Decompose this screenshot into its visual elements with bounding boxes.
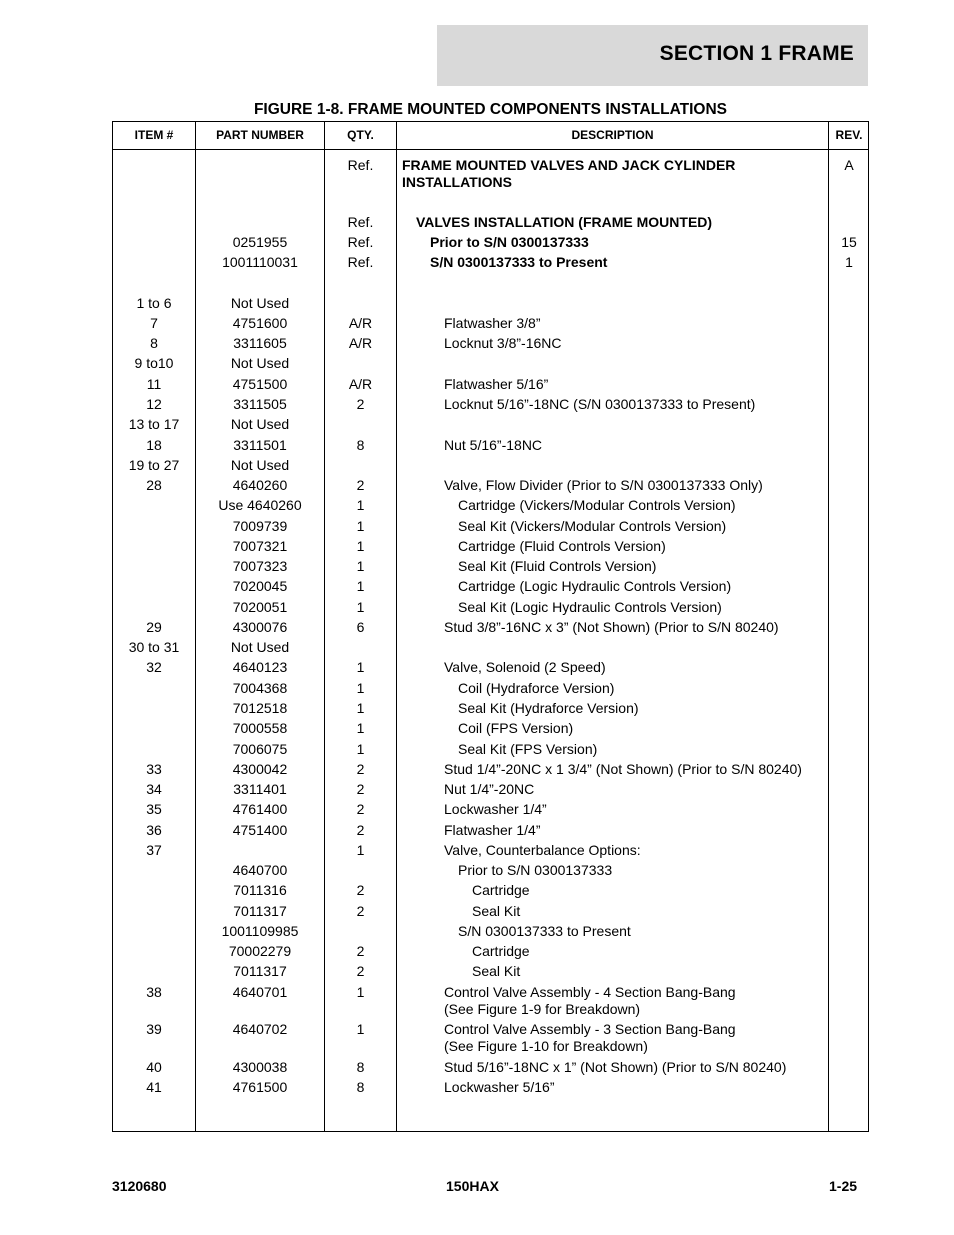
description: Seal Kit <box>472 963 521 979</box>
description-continued: (See Figure 1-9 for Breakdown) <box>444 1001 641 1017</box>
part-number: 4751500 <box>232 376 288 392</box>
description: Control Valve Assembly - 3 Section Bang-Bang <box>444 1021 736 1037</box>
quantity: 8 <box>356 437 365 453</box>
quantity: 1 <box>356 720 365 736</box>
quantity: 1 <box>356 497 365 513</box>
part-number: 7011316 <box>233 882 287 898</box>
quantity: 2 <box>356 781 365 797</box>
item-number: 11 <box>146 376 162 392</box>
description: Prior to S/N 0300137333 <box>458 862 613 878</box>
header-divider <box>113 149 868 150</box>
item-number: 1 to 6 <box>136 295 172 311</box>
description: S/N 0300137333 to Present <box>430 254 608 270</box>
quantity: 2 <box>356 822 365 838</box>
section-header <box>437 25 868 86</box>
part-number: Not Used <box>230 457 290 473</box>
part-number: 7004368 <box>232 680 288 696</box>
part-number: 4640701 <box>232 984 288 1000</box>
figure-title: FIGURE 1-8. FRAME MOUNTED COMPONENTS INSTALLATIONS <box>253 101 728 118</box>
description: Control Valve Assembly - 4 Section Bang-Bang <box>444 984 736 1000</box>
section-title: SECTION 1 FRAME <box>659 42 854 65</box>
description: Stud 5/16”-18NC x 1” (Not Shown) (Prior to S/N 80240) <box>444 1059 787 1075</box>
item-number: 19 to 27 <box>128 457 180 473</box>
description: Seal Kit <box>472 903 521 919</box>
description: Prior to S/N 0300137333 <box>430 234 589 250</box>
quantity: 1 <box>356 984 365 1000</box>
description: Nut 5/16”-18NC <box>444 437 543 453</box>
part-number: 7000558 <box>232 720 288 736</box>
part-number: Not Used <box>230 639 290 655</box>
part-number: Not Used <box>230 416 290 432</box>
column-divider <box>396 122 397 1131</box>
revision: 15 <box>841 234 857 250</box>
description: Cartridge <box>472 882 530 898</box>
part-number: 1001109985 <box>221 923 299 939</box>
quantity: Ref. <box>347 214 374 230</box>
item-number: 39 <box>146 1021 162 1037</box>
part-number: 4761400 <box>232 801 288 817</box>
description: Nut 1/4”-20NC <box>444 781 535 797</box>
description: Cartridge (Fluid Controls Version) <box>458 538 666 554</box>
description-continued: INSTALLATIONS <box>402 174 512 190</box>
description: Valve, Flow Divider (Prior to S/N 0300137333 Only) <box>444 477 763 493</box>
part-number: 1001110031 <box>222 254 298 270</box>
item-number: 36 <box>146 822 162 838</box>
part-number: 4761500 <box>232 1079 288 1095</box>
footer-doc-number: 3120680 <box>112 1178 167 1194</box>
quantity: Ref. <box>347 254 374 270</box>
description: Cartridge (Vickers/Modular Controls Version) <box>458 497 736 513</box>
quantity: 2 <box>356 761 365 777</box>
item-number: 28 <box>146 477 162 493</box>
quantity: 1 <box>356 518 365 534</box>
quantity: A/R <box>348 335 373 351</box>
item-number: 32 <box>146 659 162 675</box>
description-continued: (See Figure 1-10 for Breakdown) <box>444 1038 648 1054</box>
description: Seal Kit (Fluid Controls Version) <box>458 558 657 574</box>
item-number: 33 <box>146 761 162 777</box>
quantity: A/R <box>348 315 373 331</box>
description: Flatwasher 3/8” <box>444 315 541 331</box>
quantity: Ref. <box>347 157 374 173</box>
description: Seal Kit (FPS Version) <box>458 741 598 757</box>
quantity: 2 <box>356 396 365 412</box>
part-number: 4751400 <box>232 822 288 838</box>
column-header-rev: REV. <box>835 128 863 142</box>
footer-page-number: 1-25 <box>829 1178 858 1194</box>
part-number: 3311401 <box>233 781 287 797</box>
item-number: 37 <box>146 842 162 858</box>
part-number: 3311501 <box>233 437 287 453</box>
quantity: 1 <box>356 659 365 675</box>
part-number: 4300038 <box>232 1059 288 1075</box>
footer-model: 150HAX <box>446 1178 499 1194</box>
quantity: Ref. <box>347 234 374 250</box>
item-number: 29 <box>146 619 162 635</box>
quantity: A/R <box>348 376 373 392</box>
item-number: 34 <box>146 781 162 797</box>
part-number: 4751600 <box>232 315 288 331</box>
quantity: 1 <box>356 680 365 696</box>
part-number: 4300042 <box>232 761 288 777</box>
quantity: 1 <box>356 558 365 574</box>
item-number: 7 <box>150 315 158 331</box>
part-number: Not Used <box>230 355 290 371</box>
part-number: 3311605 <box>233 335 287 351</box>
description: Locknut 3/8”-16NC <box>444 335 562 351</box>
item-number: 35 <box>146 801 162 817</box>
description: Seal Kit (Vickers/Modular Controls Version) <box>458 518 727 534</box>
description: Cartridge <box>472 943 530 959</box>
part-number: 4640702 <box>232 1021 288 1037</box>
part-number: 70002279 <box>228 943 292 959</box>
quantity: 2 <box>356 963 365 979</box>
column-header-part-number: PART NUMBER <box>216 128 304 142</box>
description: Valve, Solenoid (2 Speed) <box>444 659 606 675</box>
part-number: 7012518 <box>232 700 288 716</box>
description: Cartridge (Logic Hydraulic Controls Version) <box>458 578 732 594</box>
description: Locknut 5/16”-18NC (S/N 0300137333 to Present) <box>444 396 756 412</box>
quantity: 2 <box>356 882 365 898</box>
part-number: 7011317 <box>233 903 287 919</box>
quantity: 1 <box>356 578 365 594</box>
description: FRAME MOUNTED VALVES AND JACK CYLINDER <box>402 157 736 173</box>
part-number: 7011317 <box>233 963 287 979</box>
part-number: 7020045 <box>232 578 288 594</box>
item-number: 30 to 31 <box>128 639 180 655</box>
quantity: 1 <box>356 741 365 757</box>
part-number: 4300076 <box>232 619 288 635</box>
part-number: Not Used <box>230 295 290 311</box>
description: Lockwasher 5/16” <box>444 1079 555 1095</box>
quantity: 2 <box>356 943 365 959</box>
quantity: 1 <box>356 700 365 716</box>
description: Stud 3/8”-16NC x 3” (Not Shown) (Prior to S/N 80240) <box>444 619 779 635</box>
item-number: 40 <box>146 1059 162 1075</box>
part-number: 7006075 <box>232 741 288 757</box>
description: Flatwasher 5/16” <box>444 376 549 392</box>
item-number: 13 to 17 <box>128 416 180 432</box>
item-number: 8 <box>150 335 158 351</box>
quantity: 1 <box>356 1021 365 1037</box>
description: Stud 1/4”-20NC x 1 3/4” (Not Shown) (Prior to S/N 80240) <box>444 761 802 777</box>
quantity: 2 <box>356 477 365 493</box>
column-header-item: ITEM # <box>134 128 174 142</box>
column-header-description: DESCRIPTION <box>571 128 654 142</box>
quantity: 1 <box>356 842 365 858</box>
parts-table <box>112 121 869 1132</box>
description: Seal Kit (Logic Hydraulic Controls Version) <box>458 599 722 615</box>
description: Coil (Hydraforce Version) <box>458 680 615 696</box>
part-number: 3311505 <box>233 396 287 412</box>
part-number: 4640260 <box>232 477 288 493</box>
item-number: 9 to10 <box>134 355 174 371</box>
part-number: 7020051 <box>232 599 288 615</box>
quantity: 8 <box>356 1059 365 1075</box>
item-number: 38 <box>146 984 162 1000</box>
quantity: 2 <box>356 801 365 817</box>
description: VALVES INSTALLATION (FRAME MOUNTED) <box>416 214 713 230</box>
part-number: 7007323 <box>232 558 288 574</box>
part-number: 7009739 <box>232 518 288 534</box>
description: Flatwasher 1/4” <box>444 822 541 838</box>
column-header-qty: QTY. <box>347 128 374 142</box>
part-number: 0251955 <box>232 234 288 250</box>
revision: A <box>844 157 854 173</box>
quantity: 1 <box>356 599 365 615</box>
description: Seal Kit (Hydraforce Version) <box>458 700 639 716</box>
description: Lockwasher 1/4” <box>444 801 547 817</box>
quantity: 8 <box>356 1079 365 1095</box>
part-number: 4640123 <box>232 659 288 675</box>
quantity: 1 <box>356 538 365 554</box>
description: Coil (FPS Version) <box>458 720 574 736</box>
quantity: 2 <box>356 903 365 919</box>
description: S/N 0300137333 to Present <box>458 923 631 939</box>
quantity: 6 <box>356 619 365 635</box>
part-number: Use 4640260 <box>218 497 302 513</box>
item-number: 12 <box>146 396 162 412</box>
description: Valve, Counterbalance Options: <box>444 842 641 858</box>
item-number: 41 <box>146 1079 162 1095</box>
part-number: 4640700 <box>232 862 288 878</box>
revision: 1 <box>845 254 853 270</box>
item-number: 18 <box>146 437 162 453</box>
part-number: 7007321 <box>232 538 288 554</box>
